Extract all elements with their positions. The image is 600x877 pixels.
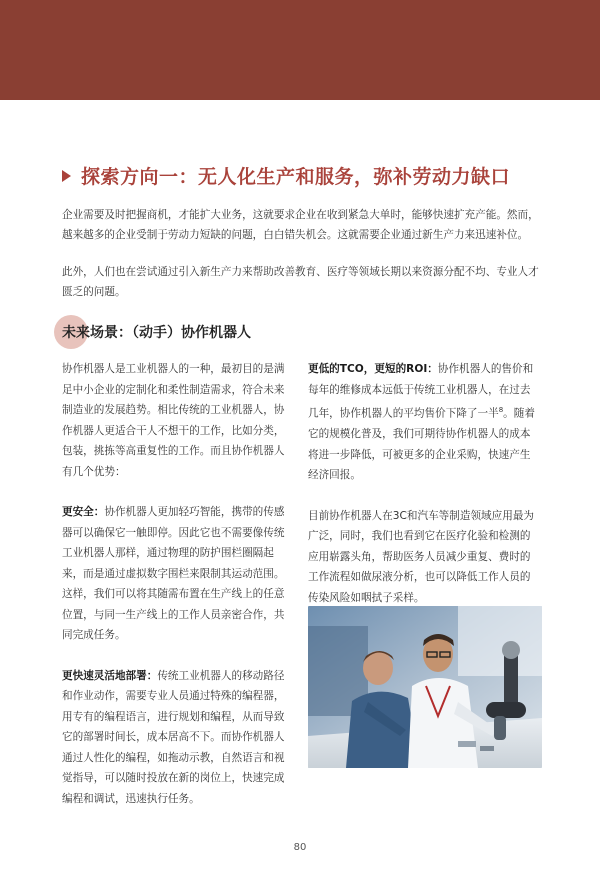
top-color-band — [0, 0, 600, 100]
subheading-title: 未来场景：（动手）协作机器人 — [62, 325, 251, 341]
left-paragraph-2 — [62, 502, 290, 646]
left-paragraph-1: 协作机器人是工业机器人的一种，最初目的是满足中小企业的定制化和柔性制造需求，符合未来制造业的发展趋势。相比传统的工业机器人，协作机器人更适合干人不想干的工作，比如分类，包装，挑拣等高重复性的工作。而且协作机器人有几个优势： — [62, 363, 285, 478]
right-paragraph-2: 目前协作机器人在3C和汽车等制造领域应用最为广泛，同时，我们也看到它在医疗化验和检测的应用崭露头角，帮助医务人员减少重复、费时的工作流程如做尿液分析，也可以降低工作人员的传染风险如咽拭子采样。 — [308, 509, 535, 604]
subheading — [54, 315, 251, 349]
left-column — [62, 359, 290, 829]
tco-tail: 。随着它的规模化普及，我们可期待协作机器人的成本将进一步降低，可被更多的企业采购，快速产生经济回报。 — [308, 407, 535, 482]
section-heading — [62, 162, 562, 189]
section-title: 探索方向一：无人化生产和服务，弥补劳动力缺口 — [81, 166, 511, 188]
deploy-lead: 更快速灵活地部署： — [62, 669, 158, 682]
deploy-text: 传统工业机器人的移动路径和作业动作，需要专业人员通过特殊的编程器，用专有的编程语言，进行规划和编程，从而导致它的部署时间长，成本居高不下。而协作机器人通过人性化的编程，如拖动示教，自然语言和视觉指导，可以随时投放在新的岗位上，快速完成编程和调试，迅速执行任务。 — [62, 669, 285, 805]
safety-text: 协作机器人更加轻巧智能，携带的传感器可以确保它一触即停。因此它也不需要像传统工业机器人那样，通过物理的防护围栏圈隔起来，而是通过虚拟数字围栏来限制其运动范围。这样，我们可以将其随需布置在生产线上的任意位置，与同一生产线上的工作人员亲密合作，共同完成任务。 — [62, 506, 285, 641]
right-paragraph-1 — [308, 359, 540, 486]
tco-text: 协作机器人的售价和每年的维修成本远低于传统工业机器人，在过去几年，协作机器人的平均售价下降了一半 — [308, 363, 534, 420]
intro-paragraph-1: 企业需要及时把握商机，才能扩大业务，这就要求企业在收到紧急大单时，能够快速扩充产能。然而，越来越多的企业受制于劳动力短缺的问题，白白错失机会。这就需要企业通过新生产力来迅速补位。 — [62, 209, 539, 241]
right-column — [308, 359, 540, 628]
robot-lab-photo — [308, 606, 542, 768]
tco-lead: 更低的TCO，更短的ROI： — [308, 363, 438, 375]
triangle-bullet-icon — [62, 170, 71, 182]
intro-paragraph-2: 此外，人们也在尝试通过引入新生产力来帮助改善教育、医疗等领域长期以来资源分配不均、专业人才匮乏的问题。 — [62, 266, 539, 298]
safety-lead: 更安全： — [62, 506, 105, 518]
footnote-ref: 8 — [498, 406, 504, 414]
left-paragraph-3 — [62, 666, 290, 810]
page-number: 80 — [293, 842, 307, 853]
